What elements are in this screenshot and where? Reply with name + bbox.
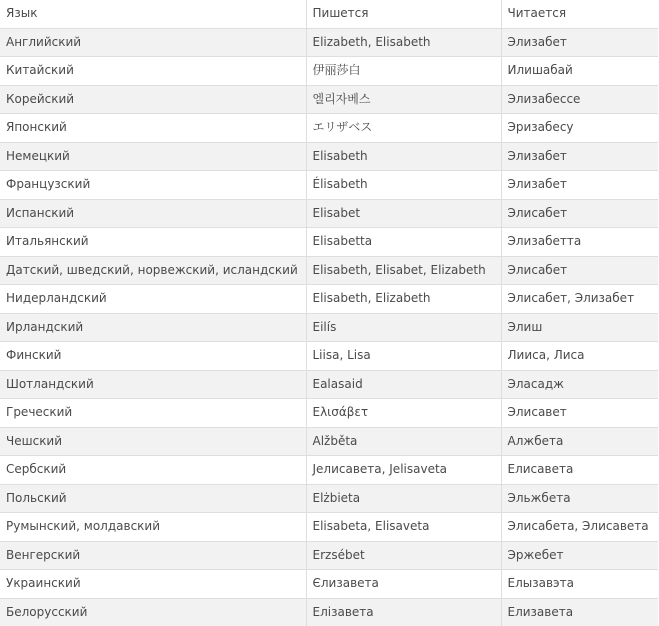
cell-spelling: Élisabeth [306,171,501,200]
cell-spelling: Elisabeth [306,142,501,171]
cell-pronunciation: Элисавет [501,399,658,428]
cell-language: Румынский, молдавский [0,513,306,542]
cell-language: Белорусский [0,598,306,626]
cell-spelling: Elizabeth, Elisabeth [306,28,501,57]
cell-spelling: Ελισάβετ [306,399,501,428]
cell-pronunciation: Элизабессе [501,85,658,114]
header-pronunciation: Читается [501,0,658,28]
cell-pronunciation: Эласадж [501,370,658,399]
cell-pronunciation: Эржебет [501,541,658,570]
cell-spelling: Елізавета [306,598,501,626]
cell-pronunciation: Элисабет, Элизабет [501,285,658,314]
cell-language: Ирландский [0,313,306,342]
table-row [0,85,658,114]
table-row [0,427,658,456]
cell-language: Шотландский [0,370,306,399]
cell-language: Английский [0,28,306,57]
cell-language: Сербский [0,456,306,485]
cell-language: Чешский [0,427,306,456]
cell-spelling: Elisabeta, Elisaveta [306,513,501,542]
table-row [0,199,658,228]
cell-language: Венгерский [0,541,306,570]
cell-language: Немецкий [0,142,306,171]
cell-language: Испанский [0,199,306,228]
cell-language: Датский, шведский, норвежский, исландский [0,256,306,285]
table-row [0,313,658,342]
table-row [0,57,658,86]
cell-pronunciation: Елизавета [501,598,658,626]
table-row [0,28,658,57]
table-row [0,484,658,513]
table-row [0,142,658,171]
cell-spelling: Elisabeth, Elizabeth [306,285,501,314]
header-row [0,0,658,28]
cell-pronunciation: Элизабет [501,142,658,171]
table-row [0,399,658,428]
cell-spelling: Єлизавета [306,570,501,599]
cell-spelling: Elisabet [306,199,501,228]
table-row [0,370,658,399]
cell-pronunciation: Алжбета [501,427,658,456]
cell-language: Итальянский [0,228,306,257]
cell-spelling: Јелисавета, Jelisaveta [306,456,501,485]
cell-spelling: 伊丽莎白 [306,57,501,86]
cell-pronunciation: Елисавета [501,456,658,485]
header-language: Язык [0,0,306,28]
cell-pronunciation: Лииса, Лиса [501,342,658,371]
table-row [0,342,658,371]
cell-spelling: Eilís [306,313,501,342]
cell-spelling: Elisabeth, Elisabet, Elizabeth [306,256,501,285]
cell-language: Греческий [0,399,306,428]
table-row [0,256,658,285]
header-spelling: Пишется [306,0,501,28]
cell-language: Японский [0,114,306,143]
table-row [0,228,658,257]
cell-pronunciation: Элизабет [501,28,658,57]
cell-pronunciation: Елызавэта [501,570,658,599]
table-row [0,285,658,314]
cell-pronunciation: Элисабет [501,199,658,228]
cell-language: Французский [0,171,306,200]
cell-pronunciation: Элисабета, Элисавета [501,513,658,542]
cell-spelling: Liisa, Lisa [306,342,501,371]
cell-pronunciation: Элиш [501,313,658,342]
table-row [0,513,658,542]
cell-pronunciation: Элизабет [501,171,658,200]
cell-language: Корейский [0,85,306,114]
table-row [0,114,658,143]
cell-pronunciation: Элизабетта [501,228,658,257]
cell-language: Нидерландский [0,285,306,314]
cell-spelling: Alžběta [306,427,501,456]
cell-spelling: Elżbieta [306,484,501,513]
table-row [0,171,658,200]
cell-spelling: Ealasaid [306,370,501,399]
table-row [0,456,658,485]
cell-language: Китайский [0,57,306,86]
cell-spelling: Elisabetta [306,228,501,257]
table-row [0,541,658,570]
table-row [0,598,658,626]
cell-pronunciation: Эльжбета [501,484,658,513]
cell-spelling: Erzsébet [306,541,501,570]
cell-spelling: エリザベス [306,114,501,143]
cell-pronunciation: Элисабет [501,256,658,285]
cell-spelling: 엘리자베스 [306,85,501,114]
cell-language: Финский [0,342,306,371]
cell-language: Польский [0,484,306,513]
cell-language: Украинский [0,570,306,599]
table-row [0,570,658,599]
cell-pronunciation: Илишабай [501,57,658,86]
cell-pronunciation: Эризабесу [501,114,658,143]
